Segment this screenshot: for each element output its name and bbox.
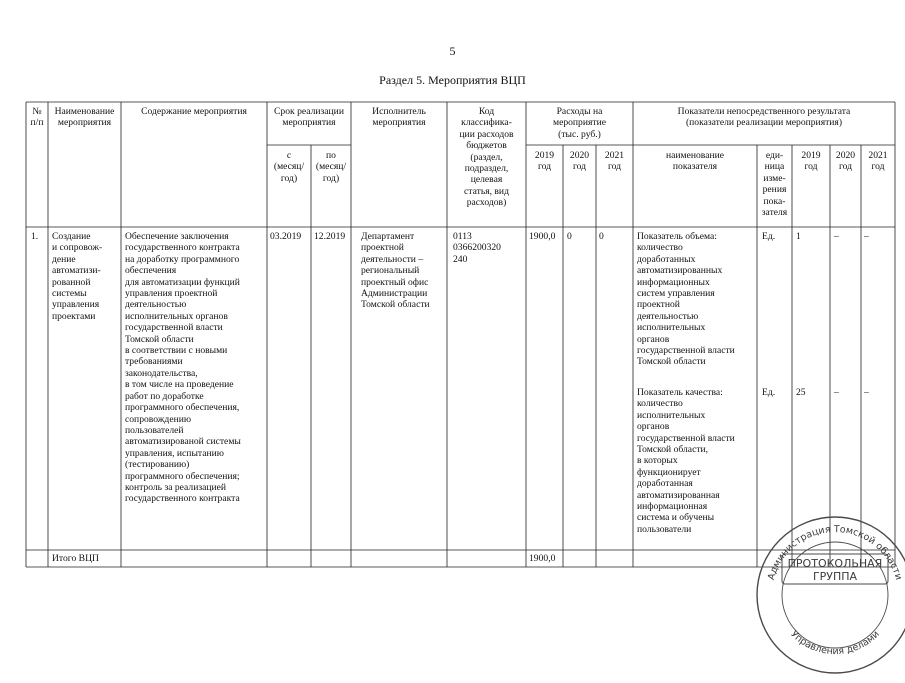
header-expenses: Расходы на мероприятие (тыс. руб.)	[553, 106, 606, 140]
row-exp-2021: 0	[599, 231, 604, 242]
row-period-to: 12.2019	[314, 231, 346, 242]
header-exp-2019: 2019 год	[534, 150, 555, 173]
header-period-from: с (месяц/ год)	[273, 150, 305, 184]
header-content: Содержание мероприятия	[141, 106, 247, 117]
header-period-to: по (месяц/ год)	[315, 150, 347, 184]
indicator-volume-unit: Ед.	[762, 231, 776, 242]
total-value: 1900,0	[529, 553, 556, 564]
row-content: Обеспечение заключения государственного контракта на доработку программного обеспечения для автоматизации функций управления проектной деятельностью исполнительных органов государственной власти Томской области в соответствии с новыми требованиями законодательства, в том числе на проведение работ по доработке программного обеспечения, сопровождению пользователей автоматизированой системы управления, испытанию (тестированию) программного обеспечения; контроль за реализацией государственного контракта	[125, 231, 241, 505]
total-label: Итого ВЦП	[52, 553, 99, 564]
indicator-volume-name: Показатель объема: количество доработанных автоматизированных информационных систем управления проектной деятельностью исполнительных органов государственной власти Томской области	[637, 231, 735, 368]
header-executor: Исполнитель мероприятия	[372, 106, 426, 129]
header-num: № п/п	[30, 106, 44, 129]
official-stamp	[750, 510, 905, 680]
header-code: Код классифика- ции расходов бюджетов (раздел, подраздел, целевая статья, вид расходов)	[459, 106, 514, 209]
row-num: 1.	[31, 231, 39, 242]
header-indicators: Показатели непосредственного результата (показатели реализации мероприятия)	[677, 106, 851, 129]
stamp-seal	[750, 510, 905, 680]
indicator-quality-2021: –	[864, 387, 869, 398]
indicator-quality-name: Показатель качества: количество исполнительных органов государственной власти Томской области, в которых функционирует доработанная автоматизированная информационная система и обучены пользователи	[637, 387, 735, 535]
header-ind-name: наименование показателя	[666, 150, 724, 173]
row-code: 0113 0366200320 240	[453, 231, 501, 265]
svg-text:Администрация Томской области: Администрация Томской области	[765, 523, 905, 582]
header-ind-unit: еди- ница изме- рения пока- зателя	[761, 150, 788, 219]
header-exp-2020: 2020 год	[569, 150, 590, 173]
row-executor: Департамент проектной деятельности – региональный проектный офис Администрации Томской области	[361, 231, 430, 311]
header-exp-2021: 2021 год	[604, 150, 625, 173]
header-ind-2020: 2020 год	[835, 150, 856, 173]
row-exp-2020: 0	[567, 231, 572, 242]
indicator-volume-2019: 1	[796, 231, 801, 242]
section-title: Раздел 5. Мероприятия ВЦП	[379, 73, 526, 87]
svg-text:ГРУППА: ГРУППА	[812, 570, 858, 583]
indicator-volume-2021: –	[864, 231, 869, 242]
indicator-quality-2020: –	[834, 387, 839, 398]
header-name: Наименование мероприятия	[54, 106, 115, 129]
header-ind-2019: 2019 год	[801, 150, 821, 173]
row-exp-2019: 1900,0	[529, 231, 556, 242]
indicator-volume-2020: –	[834, 231, 839, 242]
svg-text:ПРОТОКОЛЬНАЯ: ПРОТОКОЛЬНАЯ	[787, 557, 883, 570]
indicator-quality-2019: 25	[796, 387, 806, 398]
row-name: Создание и сопровож- дение автоматизи- рованной системы управления проектами	[52, 231, 103, 322]
row-period-from: 03.2019	[270, 231, 302, 242]
header-ind-2021: 2021 год	[868, 150, 888, 173]
header-period: Срок реализации мероприятия	[274, 106, 344, 129]
indicator-quality-unit: Ед.	[762, 387, 776, 398]
page-number: 5	[449, 44, 456, 58]
svg-text:Управления делами: Управления делами	[788, 628, 882, 658]
